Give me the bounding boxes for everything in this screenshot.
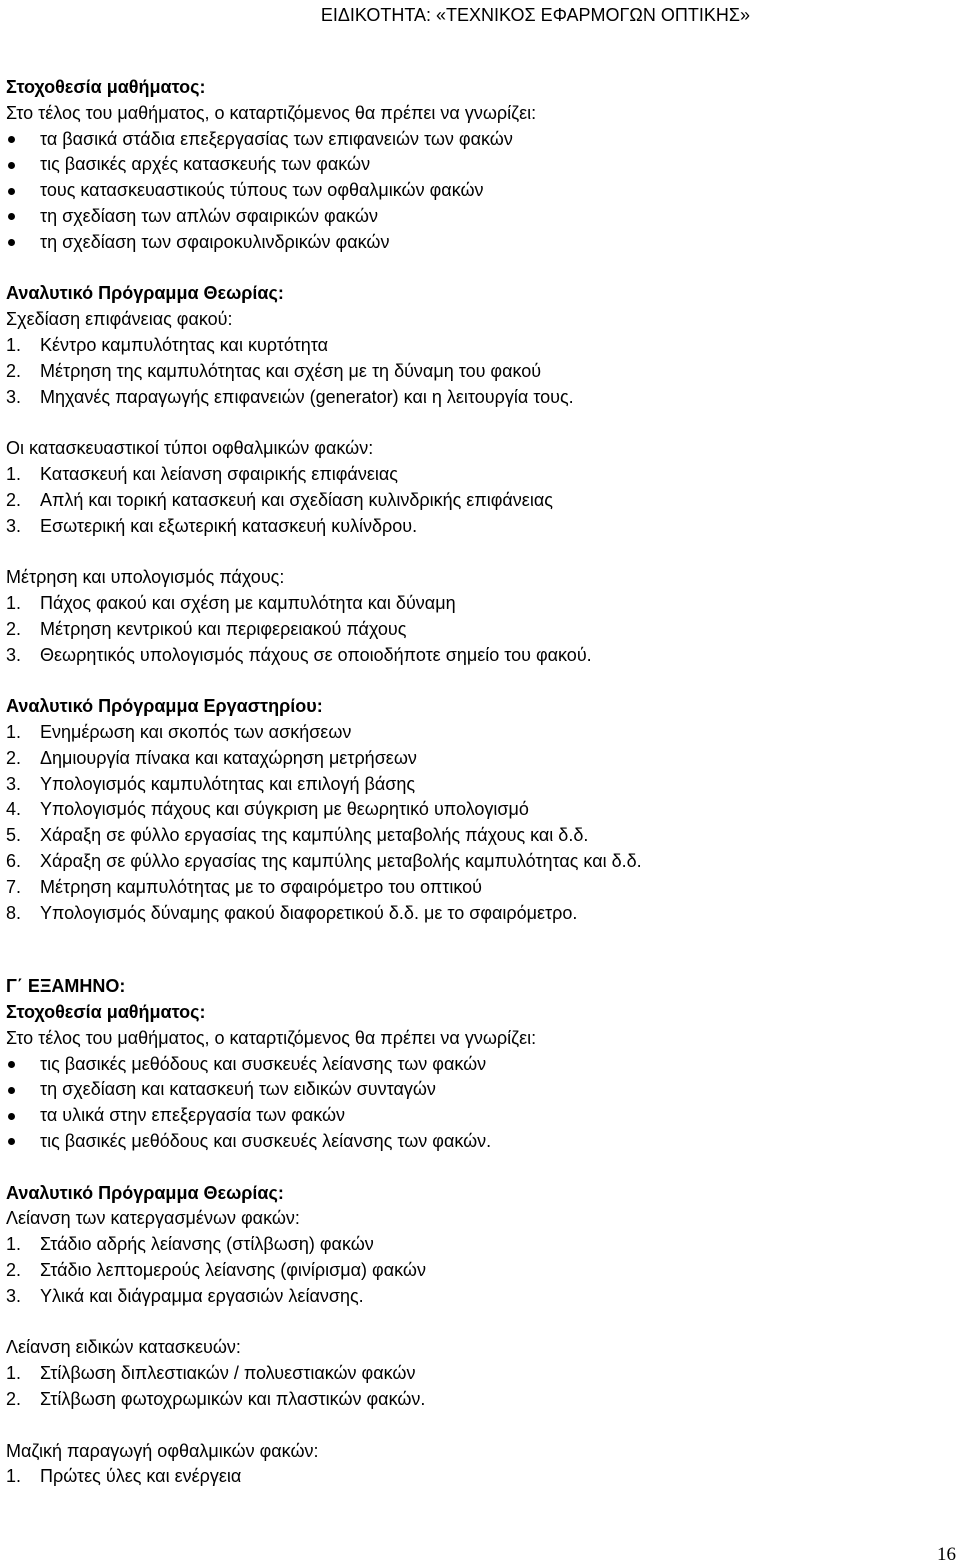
- page-number: 16: [937, 1544, 956, 1565]
- list-item: 2. Μέτρηση της καμπυλότητας και σχέση με τη δύναμη του φακού: [6, 360, 542, 381]
- list-item: τη σχεδίαση και κατασκευή των ειδικών συνταγών: [6, 1077, 946, 1103]
- list-item: τους κατασκευαστικούς τύπους των οφθαλμικών φακών: [6, 178, 946, 204]
- page-header: ΕΙΔΙΚΟΤΗΤΑ: «ΤΕΧΝΙΚΟΣ ΕΦΑΡΜΟΓΩΝ ΟΠΤΙΚΗΣ»: [320, 5, 750, 25]
- list-item: τις βασικές αρχές κατασκευής των φακών: [6, 152, 946, 178]
- objectives-intro: Στο τέλος του μαθήματος, ο καταρτιζόμενος θα πρέπει να γνωρίζει:: [6, 1027, 537, 1048]
- list-item: 2. Δημιουργία πίνακα και καταχώρηση μετρήσεων: [6, 747, 417, 768]
- group-title: Λείανση ειδικών κατασκευών:: [6, 1337, 241, 1358]
- list-item: τη σχεδίαση των σφαιροκυλινδρικών φακών: [6, 230, 946, 256]
- list-item: 1. Στίλβωση διπλεστιακών / πολυεστιακών φακών: [6, 1363, 416, 1384]
- bullet-icon: [8, 239, 15, 246]
- list-item: 3. Θεωρητικός υπολογισμός πάχους σε οποιοδήποτε σημείο του φακού.: [6, 644, 592, 665]
- list-item: τις βασικές μεθόδους και συσκευές λείανσης των φακών: [6, 1052, 946, 1078]
- group-title: Λείανση των κατεργασμένων φακών:: [6, 1208, 300, 1229]
- list-item: 2. Μέτρηση κεντρικού και περιφερειακού πάχους: [6, 618, 407, 639]
- bullet-icon: [8, 1061, 15, 1068]
- list-item: 1. Πάχος φακού και σχέση με καμπυλότητα και δύναμη: [6, 592, 456, 613]
- objectives-list: [6, 127, 946, 256]
- semester-heading: Γ΄ ΕΞΑΜΗΝΟ:: [6, 976, 126, 997]
- list-item: 1. Ενημέρωση και σκοπός των ασκήσεων: [6, 721, 352, 742]
- list-item: 7. Μέτρηση καμπυλότητας με το σφαιρόμετρο του οπτικού: [6, 876, 482, 897]
- list-item: τις βασικές μεθόδους και συσκευές λείανσης των φακών.: [6, 1129, 946, 1155]
- list-item: 8. Υπολογισμός δύναμης φακού διαφορετικού δ.δ. με το σφαιρόμετρο.: [6, 902, 578, 923]
- list-item: 2. Στίλβωση φωτοχρωμικών και πλαστικών φακών.: [6, 1389, 426, 1410]
- bullet-icon: [8, 1087, 15, 1094]
- group-title: Σχεδίαση επιφάνειας φακού:: [6, 309, 233, 330]
- list-item: 5. Χάραξη σε φύλλο εργασίας της καμπύλης μεταβολής πάχους και δ.δ.: [6, 825, 589, 846]
- group-title: Μαζική παραγωγή οφθαλμικών φακών:: [6, 1440, 319, 1461]
- bullet-icon: [8, 162, 15, 169]
- list-item: 2. Στάδιο λεπτομερούς λείανσης (φινίρισμα) φακών: [6, 1260, 426, 1281]
- list-item: 3. Υλικά και διάγραμμα εργασιών λείανσης.: [6, 1285, 364, 1306]
- bullet-icon: [8, 213, 15, 220]
- list-item: 1. Πρώτες ύλες και ενέργεια: [6, 1466, 242, 1487]
- list-item: 1. Κέντρο καμπυλότητας και κυρτότητα: [6, 334, 329, 355]
- list-item: 2. Απλή και τορική κατασκευή και σχεδίαση κυλινδρικής επιφάνειας: [6, 489, 553, 510]
- theory-heading: Αναλυτικό Πρόγραμμα Θεωρίας:: [6, 1182, 284, 1203]
- list-item: τα βασικά στάδια επεξεργασίας των επιφανειών των φακών: [6, 127, 946, 153]
- objectives-list: [6, 1052, 946, 1155]
- objectives-intro: Στο τέλος του μαθήματος, ο καταρτιζόμενος θα πρέπει να γνωρίζει:: [6, 102, 537, 123]
- list-item: 3. Μηχανές παραγωγής επιφανειών (generator) και η λειτουργία τους.: [6, 386, 574, 407]
- objectives-heading: Στοχοθεσία μαθήματος:: [6, 1002, 206, 1023]
- document-body: [6, 75, 946, 1490]
- objectives-heading: Στοχοθεσία μαθήματος:: [6, 77, 206, 97]
- bullet-icon: [8, 136, 15, 143]
- list-item: 1. Κατασκευή και λείανση σφαιρικής επιφάνειας: [6, 463, 398, 484]
- list-item: 6. Χάραξη σε φύλλο εργασίας της καμπύλης μεταβολής καμπυλότητας και δ.δ.: [6, 850, 642, 871]
- list-item: 3. Εσωτερική και εξωτερική κατασκευή κυλίνδρου.: [6, 515, 418, 536]
- list-item: τη σχεδίαση των απλών σφαιρικών φακών: [6, 204, 946, 230]
- list-item: τα υλικά στην επεξεργασία των φακών: [6, 1103, 946, 1129]
- bullet-icon: [8, 1113, 15, 1120]
- bullet-icon: [8, 1138, 15, 1145]
- bullet-icon: [8, 188, 15, 195]
- group-title: Μέτρηση και υπολογισμός πάχους:: [6, 567, 285, 588]
- list-item: 1. Στάδιο αδρής λείανσης (στίλβωση) φακών: [6, 1234, 374, 1255]
- lab-heading: Αναλυτικό Πρόγραμμα Εργαστηρίου:: [6, 696, 323, 717]
- group-title: Οι κατασκευαστικοί τύποι οφθαλμικών φακών:: [6, 438, 374, 459]
- theory-heading: Αναλυτικό Πρόγραμμα Θεωρίας:: [6, 283, 284, 304]
- list-item: 3. Υπολογισμός καμπυλότητας και επιλογή βάσης: [6, 773, 416, 794]
- list-item: 4. Υπολογισμός πάχους και σύγκριση με θεωρητικό υπολογισμό: [6, 799, 529, 820]
